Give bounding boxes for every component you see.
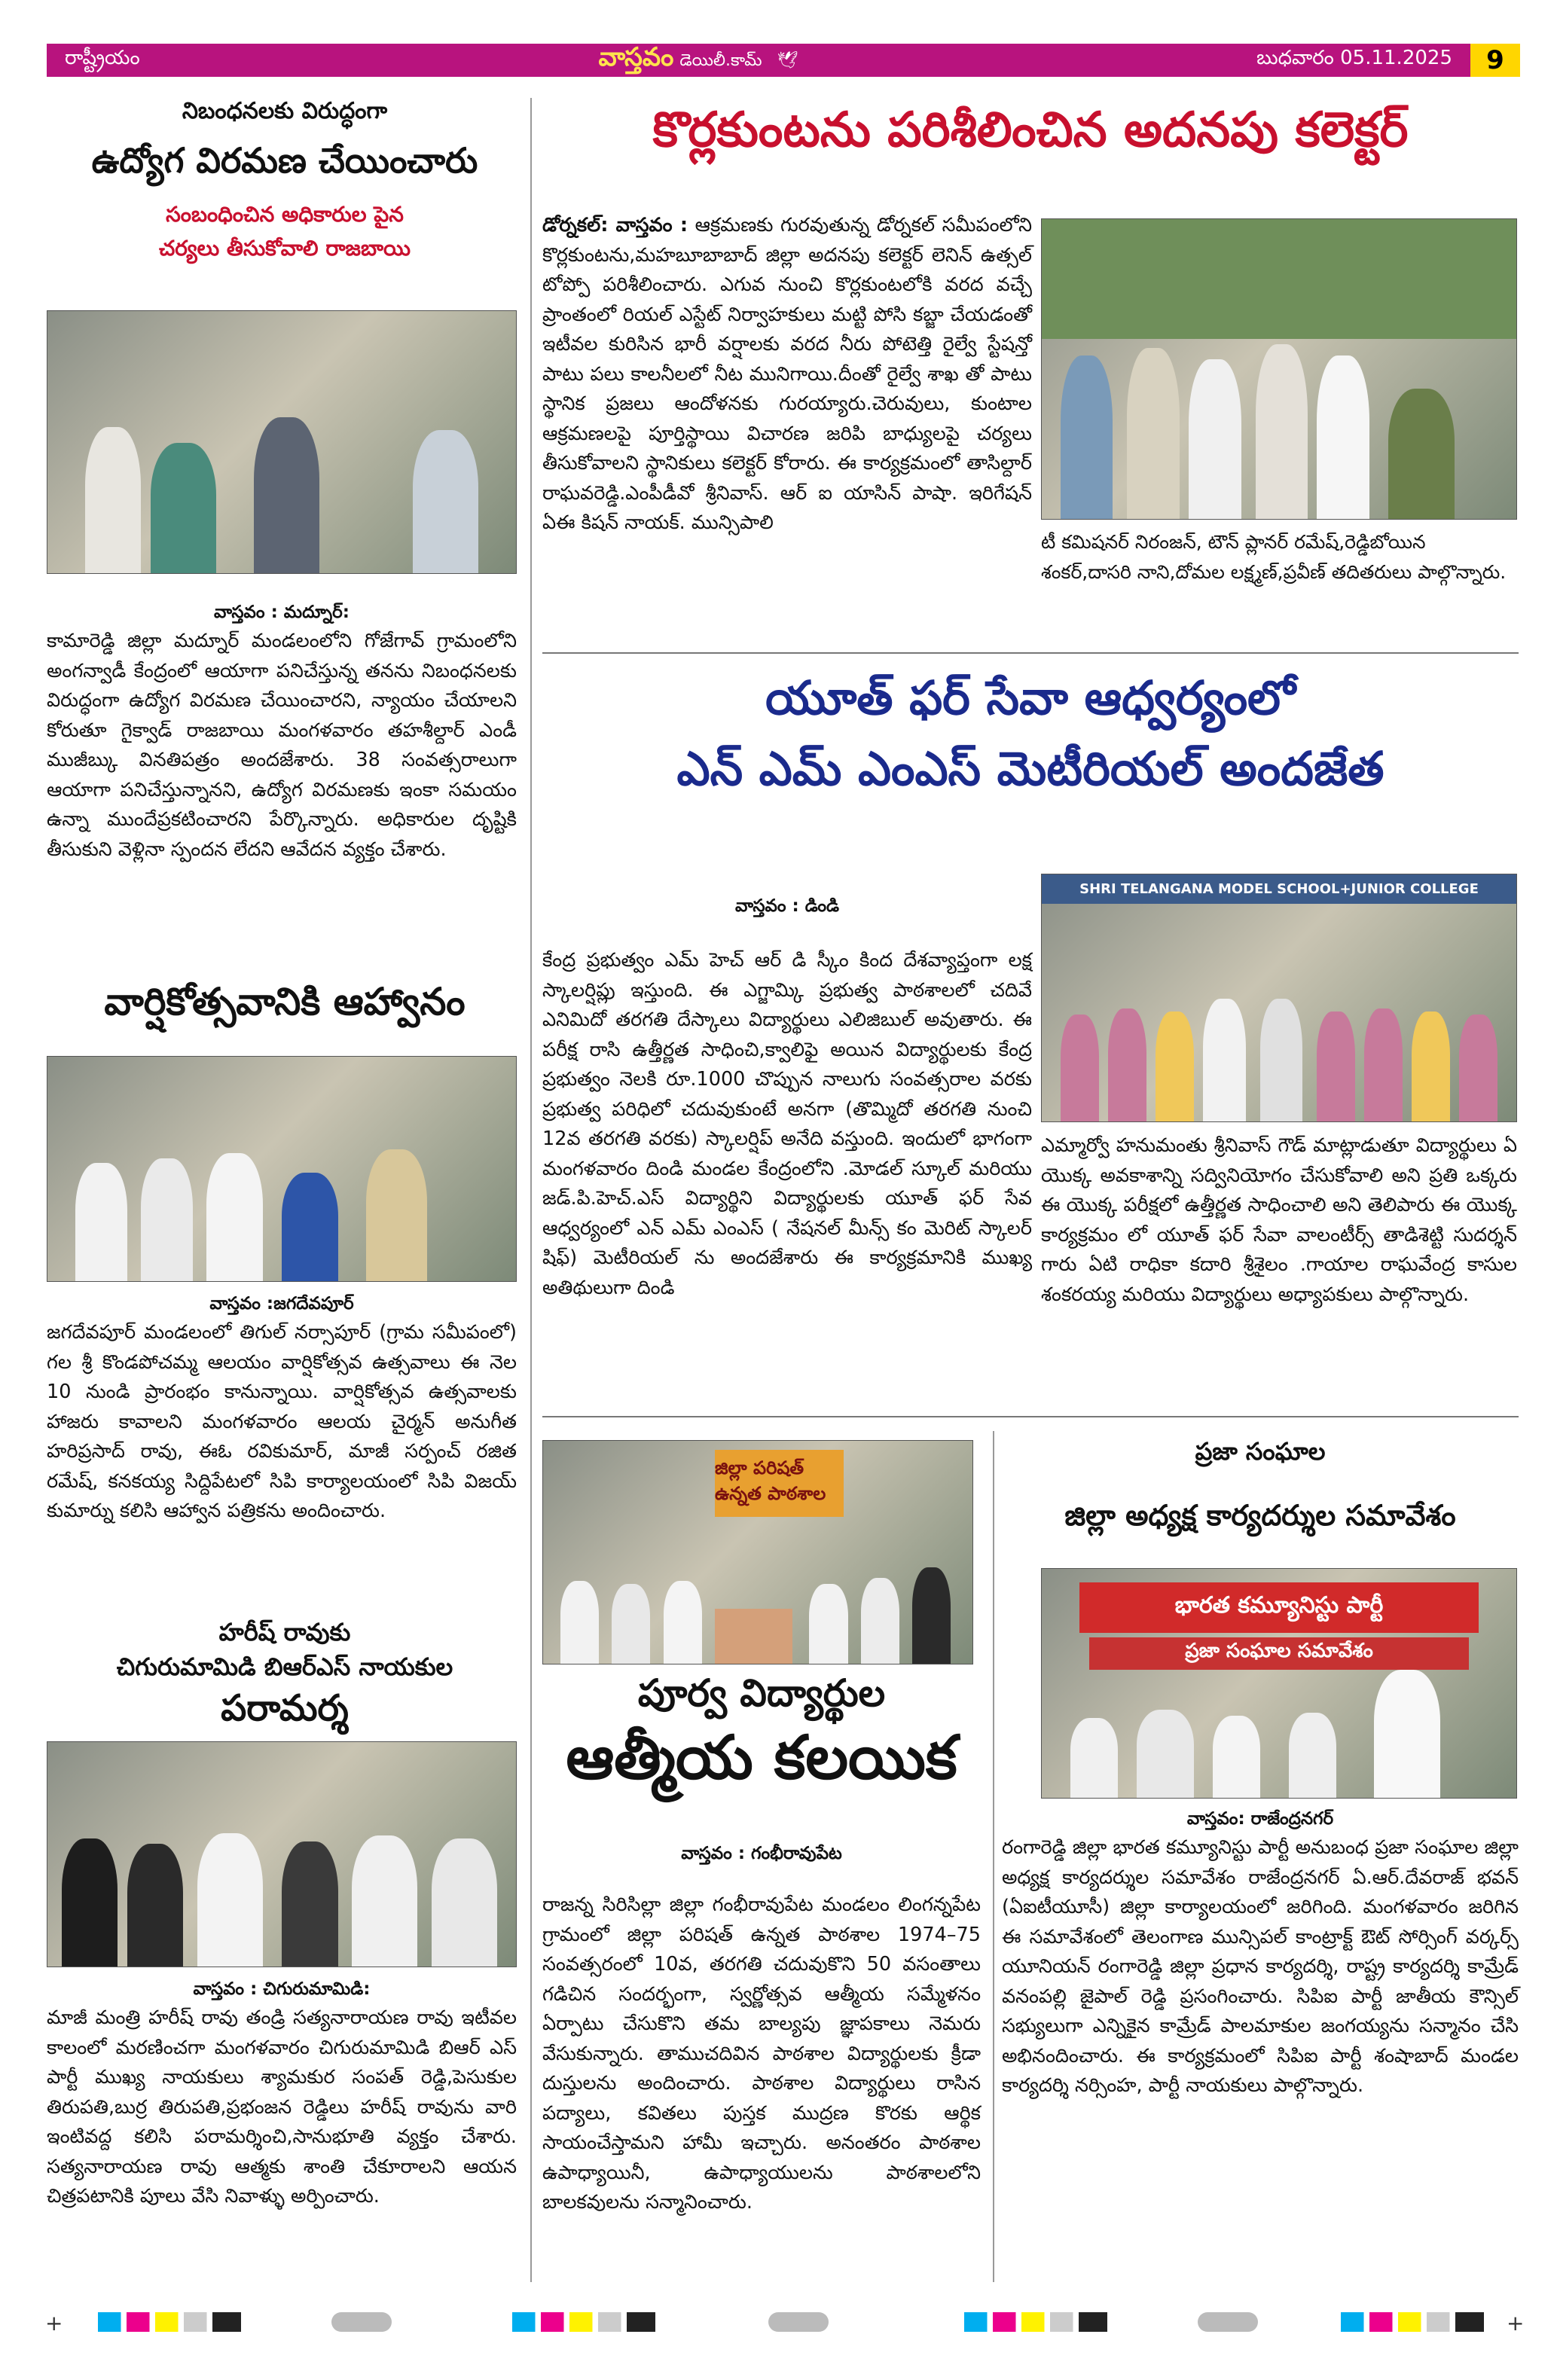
story-anniversary-head [47, 979, 523, 1024]
photo-sign: SHRI TELANGANA MODEL SCHOOL+JUNIOR COLLEGE [1042, 874, 1516, 904]
story-body: మాజీ మంత్రి హరీష్ రావు తండ్రి సత్యనారాయణ రావు ఇటీవల కాలంలో మరణించగా మంగళవారం చిగురుమామిడి బిఆర్ ఎస్ పార్టీ ముఖ్య నాయకులు శ్యామకుర సంపత్ రెడ్డి,పెసుకుల తిరుపతి,బుర్ర తిరుపతి,ప్రభంజన రెడ్డిలు హరీష్ రావును వారి ఇంటివద్ద కలిసి పరామర్శించి,సానుభూతి వ్యక్తం చేశారు. సత్యనారాయణ రావు ఆత్మకు శాంతి చేకూరాలని ఆయన చిత్రపటానికి పూలు వేసి నివాళ్ళు అర్పించారు. [47, 2006, 517, 2208]
registration-mark [1198, 2312, 1258, 2332]
story-body: జగదేవపూర్ మండలంలో తిగుల్ నర్సాపూర్ (గ్రామ సమీపంలో) గల శ్రీ కొండపోచమ్మ ఆలయం వార్షికోత్సవ ఉత్సవాలు ఈ నెల 10 నుండి ప్రారంభం కానున్నాయి. వార్షికోత్సవ ఉత్సవాలకు హాజరు కావాలని మంగళవారం ఆలయ చైర్మన్ అనుగీత హరిప్రసాద్ రావు, ఈఓ రవికుమార్, మాజీ సర్పంచ్ రజిత రమేష్, కనకయ్య సిద్దిపేటలో సిపి కార్యాలయంలో సిపి విజయ్ కుమార్ను కలిసి ఆహ్వాన పత్రికను అందించారు. [47, 1321, 517, 1523]
story-dateline: వాస్తవం :జగదేవపూర్ [209, 1294, 354, 1314]
story-headline: కొర్లకుంటను పరిశీలించిన అదనపు కలెక్టర్ [652, 102, 1409, 158]
column-divider [530, 98, 532, 2282]
story-kicker: హరీష్ రావుకు [218, 1618, 351, 1646]
story-reunion-text [542, 1844, 981, 2218]
photo-banner: జిల్లా పరిషత్ ఉన్నత పాఠశాల [715, 1450, 844, 1517]
color-bar [512, 2312, 655, 2332]
story-headline: వార్షికోత్సవానికి ఆహ్వానం [104, 980, 466, 1024]
story-photo [542, 1440, 973, 1664]
story-cpi-text [1002, 1809, 1519, 2101]
section-divider [542, 652, 1519, 654]
story-cpi-head [1002, 1437, 1519, 1533]
section-name: రాష్ట్రీయం [65, 47, 140, 69]
story-caption: టీ కమిషనర్ నిరంజన్, టౌన్ ప్లానర్ రమేష్,రెడ్డిబోయిన శంకర్,దాసరి నాని,దోమల లక్ష్మణ్,ప్రవీణ్ తదితరులు పాల్గొన్నారు. [1041, 531, 1507, 583]
brand-logo [598, 42, 798, 78]
story-body-text: ఆక్రమణకు గురవుతున్న డోర్నకల్ సమీపంలోని కొర్లకుంటను,మహబూబాబాద్ జిల్లా అదనపు కలెక్టర్ లెనిన్ ఉత్సల్ టోప్పో పరిశీలించారు. ఎగువ నుంచి కొర్లకుంటలోకి వరద వచ్చే ప్రాంతంలో రియల్ ఎస్టేట్ నిర్వాహకులు మట్టి పోసి కబ్జా చేయడంతో ఇటీవల కురిసిన భారీ వర్షాలకు వరద నీరు పోటెత్తి రైల్వే స్టేషన్తో పాటు పలు కాలనీలలో నీట మునిగాయి.దీంతో రైల్వే శాఖ తో పాటు స్థానిక ప్రజలు ఆందోళనకు గురయ్యారు.చెరువులు, కుంటాల ఆక్రమణలపై పూర్తిస్థాయి విచారణ జరిపి బాధ్యులపై చర్యలు తీసుకోవాలని స్థానికులు కలెక్టర్ కోరారు. ఈ కార్యక్రమంలో తాసిల్దార్ రాఘవరెడ్డి.ఎంపీడీవో శ్రీనివాస్. ఆర్ ఐ యాసిన్ పాషా. ఇరిగేషన్ ఏఈ కిషన్ నాయక్. మున్సిపాలి [542, 214, 1033, 535]
story-headline: ఆత్మీయ కలయిక [566, 1722, 957, 1793]
story-dateline: డోర్నకల్: వాస్తవం : [542, 214, 688, 236]
issue-date: బుధవారం 05.11.2025 [1256, 47, 1452, 69]
photo-banner: ప్రజా సంఘాల సమావేశం [1089, 1637, 1469, 1670]
story-headline: ఎన్ ఎమ్ ఎంఎస్ మెటీరియల్ అందజేత [676, 741, 1385, 797]
brand-site: డెయిలీ.కామ్ [679, 51, 762, 70]
story-body: ఎమ్మార్వో హనుమంతు శ్రీనివాస్ గౌడ్ మాట్లాడుతూ విద్యార్థులు ఏ యొక్క అవకాశాన్ని సద్వినియోగం చేసుకోవాలి అని ప్రతి ఒక్కరు ఈ యొక్క పరీక్షలో ఉత్తీర్ణత సాధించాలి అని తెలిపారు ఈ యొక్క కార్యక్రమం లో యూత్ ఫర్ సేవా వాలంటీర్స్ తాడిశెట్టి సుదర్శన్ గారు ఏటి రాధికా కదారి శ్రీశైలం .గాయాల రాఘవేంద్ర కాసుల శంకరయ్య మరియు విద్యార్థులు అధ్యాపకులు పాల్గొన్నారు. [1041, 1134, 1517, 1306]
story-photo [1041, 1568, 1517, 1799]
story-kicker: చిగురుమామిడి బిఆర్ఎస్ నాయకుల [116, 1652, 453, 1681]
story-headline: జిల్లా అధ్యక్ష కార్యదర్శుల సమావేశం [1064, 1499, 1456, 1532]
story-nmms-text2 [1041, 1131, 1517, 1310]
story-body: కేంద్ర ప్రభుత్వం ఎమ్ హెచ్ ఆర్ డి స్కీం కింద దేశవ్యాప్తంగా లక్ష స్కాలర్షిప్లు ఇస్తుంది. ఈ ఎగ్జామ్కి ప్రభుత్వ పాఠశాలలో చదివే ఎనిమిదో తరగతి దేస్కాలు విద్యార్థులు ఎలిజిబుల్ అవుతారు. ఈ పరీక్ష రాసి ఉత్తీర్ణత సాధించి,క్వాలిఫై అయిన విద్యార్థులకు కేంద్ర ప్రభుత్వం నెలకి రూ.1000 చొప్పున నాలుగు సంవత్సరాల వరకు ప్రభుత్వ పరిధిలో చదువుకుంటే అనగా (తొమ్మిదో తరగతి నుంచి 12వ తరగతి వరకు) స్కాలర్షిప్ అనేది వస్తుంది. ఇందులో భాగంగా మంగళవారం దిండి మండల కేంద్రంలోని .మోడల్ స్కూల్ మరియు జడ్.పి.హెచ్.ఎస్ విద్యార్థిని విద్యార్థులకు యూత్ ఫర్ సేవ ఆధ్వర్యంలో ఎన్ ఎమ్ ఎంఎస్ ( నేషనల్ మీన్స్ కం మెరిట్ స్కాలర్ షిఫ్) మెటీరియల్ ను అందజేశారు ఈ కార్యక్రమానికి ముఖ్య అతిథులుగా దిండి [542, 949, 1032, 1299]
story-kicker: నిబంధనలకు విరుద్ధంగా [182, 98, 388, 124]
masthead-bar [47, 44, 1470, 77]
story-body: రాజన్న సిరిసిల్లా జిల్లా గంభీరావుపేట మండలం లింగన్నపేట గ్రామంలో జిల్లా పరిషత్ ఉన్నత పాఠశాల 1974–75 సంవత్సరంలో 10వ, తరగతి చదువుకొని 50 వసంతాలు గడిచిన సందర్భంగా, స్వర్ణోత్సవ ఆత్మీయ సమ్మేళనం ఏర్పాటు చేసుకొని తమ బాల్యపు జ్ఞాపకాలు నెమరు వేసుకున్నారు. తాముచదివిన పాఠశాల విద్యార్థులకు క్రీడా దుస్తులను అందించారు. పాఠశాల విద్యార్థులు రాసిన పద్యాలు, కవితలు పుస్తక ముద్రణ కొరకు ఆర్థిక సాయంచేస్తామని హామీ ఇచ్చారు. అనంతరం పాఠశాల ఉపాధ్యాయినీ, ఉపాధ్యాయులను పాఠశాలలోని బాలకవులను సన్మానించారు. [542, 1893, 981, 2214]
masthead [47, 44, 1520, 77]
story-retirement-text [47, 603, 517, 865]
story-retirement [47, 98, 523, 266]
story-nmms-text [542, 896, 1032, 1303]
story-dateline: వాస్తవం : గంభీరావుపేట [681, 1844, 842, 1863]
page-number: 9 [1470, 44, 1520, 77]
story-dateline: వాస్తవం : చిగురుమామిడి: [193, 1979, 371, 1999]
story-korlakunta-head [542, 102, 1519, 160]
registration-mark [768, 2312, 829, 2332]
story-kicker: పూర్వ విద్యార్థుల [637, 1671, 886, 1715]
photo-banner: భారత కమ్యూనిస్టు పార్టీ [1079, 1582, 1478, 1633]
story-dateline: వాస్తవం : మద్నూర్: [214, 603, 350, 622]
story-subhead: సంబంధించిన అధికారుల పైన [166, 202, 404, 227]
bird-icon: 🕊 [777, 51, 798, 70]
story-subhead: చర్యలు తీసుకోవాలి రాజబాయి [158, 235, 411, 261]
story-condolence-text [47, 1979, 517, 2212]
story-body: కామారెడ్డి జిల్లా మద్నూర్ మండలంలోని గోజేగావ్ గ్రామంలోని అంగన్వాడీ కేంద్రంలో ఆయాగా పనిచేస్తున్న తనను నిబంధనలకు విరుద్ధంగా ఉద్యోగ విరమణ చేయించారని, న్యాయం చేయాలని కోరుతూ గైక్వాడ్ రాజబాయి మంగళవారం తహశీల్దార్ ఎండీ ముజీబ్కు వినతిపత్రం అందజేశారు. 38 సంవత్సరాలుగా ఆయాగా పనిచేస్తున్నానని, ఉద్యోగ విరమణకు ఇంకా సమయం ఉన్నా ముందేప్రకటించారని పేర్కొన్నారు. అధికారుల దృష్టికి తీసుకుని వెళ్లినా స్పందన లేదని ఆవేదన వ్యక్తం చేశారు. [47, 630, 517, 861]
story-condolence-head [47, 1618, 523, 1731]
crop-mark: + [1507, 2311, 1525, 2336]
story-photo [1041, 218, 1517, 520]
registration-mark [331, 2312, 392, 2332]
color-bar [1341, 2312, 1484, 2332]
story-korlakunta-text [542, 211, 1032, 539]
story-headline: యూత్ ఫర్ సేవా ఆధ్వర్యంలో [765, 670, 1296, 725]
story-body [542, 211, 1032, 539]
story-headline: పరామర్శ [221, 1687, 349, 1729]
story-anniversary-text [47, 1294, 517, 1527]
crop-mark: + [45, 2311, 63, 2336]
color-bar [98, 2312, 241, 2332]
story-photo [47, 1056, 517, 1282]
color-bar [964, 2312, 1107, 2332]
brand-name: వాస్తవం [598, 42, 674, 72]
story-dateline: వాస్తవం : డిండి [734, 896, 840, 916]
story-reunion-head [542, 1671, 981, 1794]
section-divider [542, 1416, 1519, 1417]
story-kicker: ప్రజా సంఘాల [1195, 1437, 1326, 1466]
story-dateline: వాస్తవం: రాజేంద్రనగర్ [1186, 1809, 1334, 1829]
story-body: రంగారెడ్డి జిల్లా భారత కమ్యూనిస్టు పార్టీ అనుబంధ ప్రజా సంఘాల జిల్లా అధ్యక్ష కార్యదర్శుల సమావేశం రాజేంద్రనగర్ ఏ.ఆర్.దేవరాజ్ భవన్ (ఏఐటీయూసీ) జిల్లా కార్యాలయంలో జరిగింది. మంగళవారం జరిగిన ఈ సమావేశంలో తెలంగాణ మున్సిపల్ కాంట్రాక్ట్ ఔట్ సోర్సింగ్ వర్కర్స్ యూనియన్ రంగారెడ్డి జిల్లా ప్రధాన కార్యదర్శి, రాష్ట్ర కార్యదర్శి కామ్రేడ్ వనంపల్లి జైపాల్ రెడ్డి ప్రసంగించారు. సిపిఐ పార్టీ జాతీయ కౌన్సిల్ సభ్యులుగా ఎన్నికైన కామ్రేడ్ పాలమాకుల జంగయ్యను సన్మానం చేసి అభినందించారు. ఈ కార్యక్రమంలో సిపిఐ పార్టీ శంషాబాద్ మండల కార్యదర్శి నర్సింహ, పార్టీ నాయకులు పాల్గొన్నారు. [1002, 1836, 1519, 2098]
story-photo [1041, 874, 1517, 1122]
story-nmms-head [542, 670, 1519, 798]
story-headline: ఉద్యోగ విరమణ చేయించారు [91, 140, 478, 181]
column-divider [993, 1431, 994, 2282]
story-korlakunta-caption [1041, 527, 1517, 587]
story-photo [47, 1741, 517, 1967]
story-photo [47, 310, 517, 574]
